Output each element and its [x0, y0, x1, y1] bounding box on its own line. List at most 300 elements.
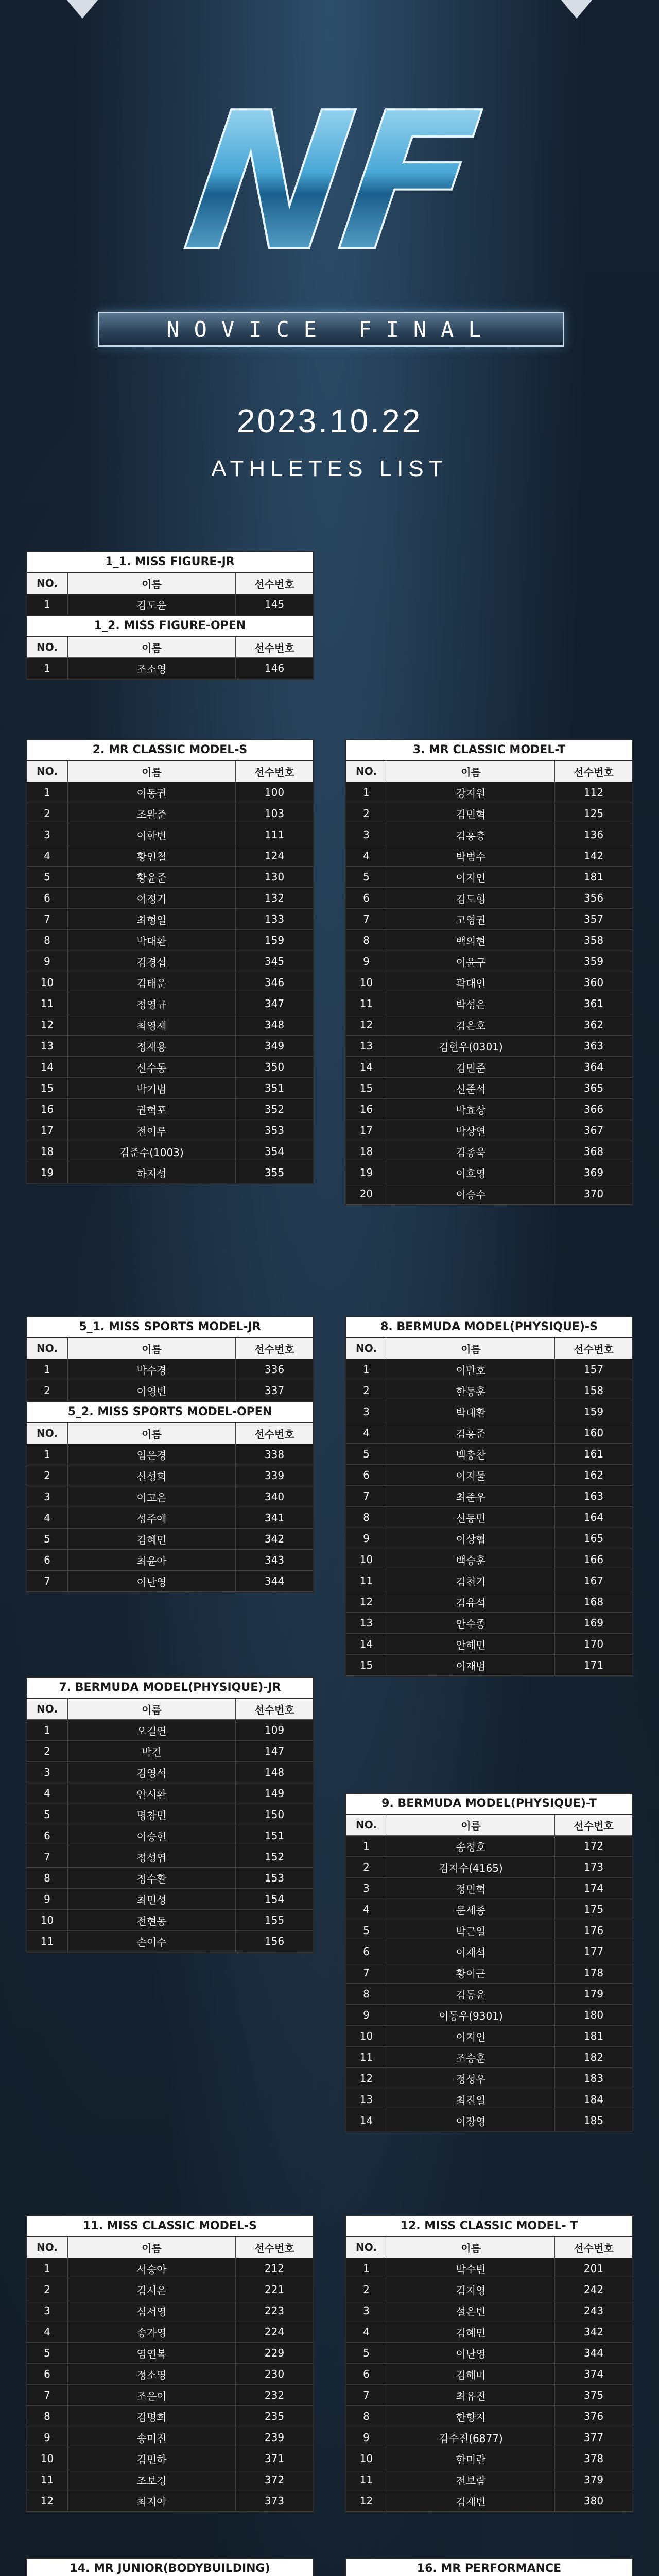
table-row [27, 2300, 313, 2321]
athlete-no: 1 [346, 2258, 387, 2279]
table-row [346, 1141, 632, 1162]
athlete-no: 13 [27, 1036, 68, 1056]
athlete-no: 1 [27, 1444, 68, 1465]
athlete-no: 8 [346, 1507, 387, 1528]
athlete-no: 12 [346, 1591, 387, 1612]
athlete-no: 12 [27, 2490, 68, 2511]
table-row [27, 845, 313, 867]
category-title: 12. MISS CLASSIC MODEL- T [346, 2216, 632, 2237]
column-header-name: 이름 [387, 761, 555, 782]
athlete-name: 손이수 [68, 1931, 236, 1952]
table-row [346, 1878, 632, 1899]
table-row [27, 909, 313, 930]
category-title: 2. MR CLASSIC MODEL-S [27, 740, 313, 761]
athlete-number: 242 [583, 2283, 604, 2296]
column-header-no: NO. [346, 2237, 387, 2258]
athlete-name: 김지영 [387, 2279, 555, 2300]
table-row [27, 824, 313, 845]
athlete-no: 4 [27, 2321, 68, 2342]
category-table [26, 739, 314, 1184]
athlete-no: 6 [346, 1465, 387, 1485]
column-header-number: 선수번호 [254, 641, 294, 654]
athlete-no: 18 [346, 1141, 387, 1162]
athlete-number: 354 [264, 1145, 285, 1158]
athlete-name: 이윤구 [387, 951, 555, 972]
athlete-no: 12 [346, 2068, 387, 2089]
athlete-name: 한동훈 [387, 1380, 555, 1401]
athlete-number: 168 [583, 1596, 604, 1608]
athlete-no: 11 [27, 1931, 68, 1952]
athlete-no: 5 [27, 867, 68, 887]
athlete-no: 2 [27, 1741, 68, 1761]
category-title: 11. MISS CLASSIC MODEL-S [27, 2216, 313, 2237]
athlete-name: 오길연 [68, 1720, 236, 1740]
athlete-name: 이한빈 [68, 824, 236, 845]
athlete-name: 권혁포 [68, 1099, 236, 1120]
athlete-number: 112 [583, 786, 604, 799]
athlete-name: 김민준 [387, 1057, 555, 1077]
athlete-no: 4 [27, 1507, 68, 1528]
athlete-no: 10 [346, 972, 387, 993]
athlete-no: 2 [27, 803, 68, 824]
table-row [346, 1465, 632, 1486]
table-row [346, 1857, 632, 1878]
athlete-name: 최유진 [387, 2385, 555, 2405]
athlete-name: 정소영 [68, 2364, 236, 2384]
athlete-no: 17 [346, 1120, 387, 1141]
category-title: 8. BERMUDA MODEL(PHYSIQUE)-S [346, 1317, 632, 1338]
athlete-name: 조소영 [68, 658, 236, 679]
athlete-name: 한미란 [387, 2448, 555, 2469]
athlete-name: 김태운 [68, 972, 236, 993]
athlete-name: 정영규 [68, 993, 236, 1014]
athlete-no: 19 [346, 1162, 387, 1183]
athlete-name: 이지둘 [387, 1465, 555, 1485]
column-header-no: NO. [27, 1423, 68, 1444]
athlete-no: 1 [346, 1836, 387, 1856]
athlete-name: 김유석 [387, 1591, 555, 1612]
athlete-name: 김혜민 [68, 1529, 236, 1549]
table-row [27, 888, 313, 909]
athlete-number: 361 [583, 997, 604, 1010]
category-title: 1_2. MISS FIGURE-OPEN [27, 615, 313, 637]
table-row [27, 2490, 313, 2512]
table-row [346, 1613, 632, 1634]
table-row [346, 1941, 632, 1962]
table-row [346, 2068, 632, 2089]
athlete-name: 김민하 [68, 2448, 236, 2469]
athlete-number: 336 [264, 1363, 285, 1376]
athlete-name: 최형일 [68, 909, 236, 929]
athlete-no: 14 [346, 2110, 387, 2131]
column-header-number: 선수번호 [254, 578, 294, 590]
table-row [346, 1078, 632, 1099]
table-header-row [346, 2237, 632, 2258]
column-header-number: 선수번호 [254, 1703, 294, 1716]
column-header-name: 이름 [387, 1815, 555, 1835]
athlete-number: 173 [583, 1861, 604, 1873]
athlete-number: 160 [583, 1427, 604, 1439]
athlete-no: 15 [27, 1078, 68, 1098]
athlete-number: 375 [583, 2389, 604, 2401]
athlete-number: 172 [583, 1840, 604, 1852]
athlete-number: 176 [583, 1924, 604, 1937]
table-row [27, 951, 313, 972]
table-row [346, 2026, 632, 2047]
athlete-no: 13 [346, 1613, 387, 1633]
athlete-no: 8 [27, 930, 68, 951]
table-row [27, 1486, 313, 1507]
athlete-name: 서승아 [68, 2258, 236, 2279]
table-row [346, 782, 632, 803]
column-header-name: 이름 [68, 1338, 236, 1359]
table-row [346, 1570, 632, 1591]
athlete-number: 183 [583, 2072, 604, 2084]
athlete-name: 이정기 [68, 888, 236, 908]
table-row [27, 1359, 313, 1380]
table-row [346, 1444, 632, 1465]
athlete-no: 3 [346, 1878, 387, 1899]
table-row [27, 1078, 313, 1099]
athlete-name: 이동권 [68, 782, 236, 803]
athlete-no: 11 [27, 2469, 68, 2490]
athlete-number: 340 [264, 1490, 285, 1503]
athlete-number: 351 [264, 1082, 285, 1094]
table-row [27, 2385, 313, 2406]
athlete-name: 김동윤 [387, 1984, 555, 2004]
athlete-number: 368 [583, 1145, 604, 1158]
athlete-number: 235 [264, 2410, 285, 2422]
athlete-number: 372 [264, 2473, 285, 2486]
athlete-number: 380 [583, 2495, 604, 2507]
athlete-no: 7 [27, 2385, 68, 2405]
athlete-number: 103 [264, 807, 285, 820]
athlete-number: 230 [264, 2368, 285, 2380]
athlete-number: 175 [583, 1903, 604, 1916]
table-row [27, 972, 313, 993]
athlete-no: 2 [27, 1465, 68, 1486]
category-title: 5_2. MISS SPORTS MODEL-OPEN [27, 1401, 313, 1423]
athlete-number: 132 [264, 892, 285, 904]
athlete-number: 179 [583, 1988, 604, 2000]
table-row [346, 1920, 632, 1941]
athlete-number: 343 [264, 1554, 285, 1566]
athlete-name: 김천기 [387, 1570, 555, 1591]
athlete-number: 150 [264, 1808, 285, 1821]
athlete-number: 348 [264, 1019, 285, 1031]
table-row [27, 1057, 313, 1078]
athlete-name: 이호영 [387, 1162, 555, 1183]
athlete-name: 곽대인 [387, 972, 555, 993]
table-row [346, 909, 632, 930]
athlete-name: 박기범 [68, 1078, 236, 1098]
athlete-name: 설은빈 [387, 2300, 555, 2321]
event-logo [88, 72, 571, 342]
athlete-no: 5 [27, 2343, 68, 2363]
table-header-row [27, 1338, 313, 1359]
table-row [27, 1444, 313, 1465]
table-row [346, 2005, 632, 2026]
athlete-name: 송미진 [68, 2427, 236, 2448]
table-row [346, 2469, 632, 2490]
athlete-name: 박수빈 [387, 2258, 555, 2279]
athlete-number: 124 [264, 850, 285, 862]
athlete-number: 153 [264, 1872, 285, 1884]
table-row [27, 1014, 313, 1036]
athlete-name: 김수진(6877) [387, 2427, 555, 2448]
athlete-number: 376 [583, 2410, 604, 2422]
athlete-number: 373 [264, 2495, 285, 2507]
athlete-name: 이고은 [68, 1486, 236, 1507]
athlete-no: 10 [27, 972, 68, 993]
athlete-name: 박대환 [387, 1401, 555, 1422]
athlete-name: 안수종 [387, 1613, 555, 1633]
athlete-no: 13 [346, 2089, 387, 2110]
athlete-number: 370 [583, 1188, 604, 1200]
athlete-name: 김혜민 [387, 2321, 555, 2342]
table-row [27, 1804, 313, 1825]
athlete-no: 11 [27, 993, 68, 1014]
athlete-no: 6 [27, 1550, 68, 1570]
athlete-name: 조승훈 [387, 2047, 555, 2067]
athlete-name: 박효상 [387, 1099, 555, 1120]
table-row [27, 867, 313, 888]
table-row [346, 867, 632, 888]
athlete-name: 고영권 [387, 909, 555, 929]
athlete-number: 339 [264, 1469, 285, 1482]
table-row [346, 2385, 632, 2406]
athlete-no: 10 [27, 2448, 68, 2469]
table-row [27, 1141, 313, 1162]
table-row [27, 803, 313, 824]
athlete-name: 이난영 [68, 1571, 236, 1591]
athlete-number: 145 [264, 598, 285, 611]
athlete-number: 360 [583, 976, 604, 989]
athlete-name: 정수환 [68, 1868, 236, 1888]
category-table [26, 1316, 314, 1593]
athlete-no: 8 [346, 2406, 387, 2427]
table-row [346, 2300, 632, 2321]
athlete-name: 송정호 [387, 1836, 555, 1856]
athlete-no: 10 [346, 1549, 387, 1570]
column-header-no: NO. [27, 1699, 68, 1719]
table-row [27, 1529, 313, 1550]
table-row [346, 1507, 632, 1528]
athlete-no: 10 [27, 1910, 68, 1930]
athlete-no: 8 [27, 1868, 68, 1888]
athlete-name: 김현우(0301) [387, 1036, 555, 1056]
table-row [346, 1655, 632, 1676]
athlete-number: 146 [264, 662, 285, 674]
column-header-number: 선수번호 [254, 2242, 294, 2255]
table-header-row [346, 761, 632, 782]
column-header-name: 이름 [68, 1699, 236, 1719]
athlete-no: 11 [346, 2469, 387, 2490]
athlete-number: 201 [583, 2262, 604, 2275]
table-row [27, 1099, 313, 1120]
athlete-no: 14 [346, 1634, 387, 1654]
column-header-no: NO. [27, 1338, 68, 1359]
table-row [346, 1899, 632, 1920]
category-table [345, 739, 633, 1206]
athlete-number: 338 [264, 1448, 285, 1461]
athlete-no: 12 [346, 2490, 387, 2511]
athlete-no: 9 [346, 2427, 387, 2448]
athlete-no: 6 [27, 1825, 68, 1846]
table-row [346, 1836, 632, 1857]
athlete-number: 185 [583, 2114, 604, 2127]
table-row [27, 1910, 313, 1931]
table-row [27, 1720, 313, 1741]
athlete-name: 김도형 [387, 888, 555, 908]
athlete-number: 164 [583, 1511, 604, 1523]
table-header-row [346, 1815, 632, 1836]
table-row [27, 993, 313, 1014]
column-header-no: NO. [27, 2237, 68, 2258]
athlete-no: 12 [27, 1014, 68, 1035]
column-header-number: 선수번호 [254, 1428, 294, 1440]
athlete-number: 364 [583, 1061, 604, 1073]
athlete-name: 정재용 [68, 1036, 236, 1056]
athlete-name: 신성희 [68, 1465, 236, 1486]
athlete-number: 357 [583, 913, 604, 925]
athlete-number: 171 [583, 1659, 604, 1671]
athlete-name: 한향지 [387, 2406, 555, 2427]
athlete-number: 162 [583, 1469, 604, 1481]
athlete-no: 14 [346, 1057, 387, 1077]
table-row [346, 951, 632, 972]
athlete-number: 342 [583, 2326, 604, 2338]
page-title: ATHLETES LIST [211, 456, 448, 481]
table-row [346, 972, 632, 993]
category-title: 7. BERMUDA MODEL(PHYSIQUE)-JR [27, 1678, 313, 1699]
athlete-number: 109 [264, 1724, 285, 1736]
column-header-number: 선수번호 [574, 2242, 614, 2255]
athlete-no: 5 [346, 2343, 387, 2363]
athlete-no: 9 [27, 2427, 68, 2448]
table-row [346, 2258, 632, 2279]
athlete-no: 5 [346, 867, 387, 887]
table-row [346, 1162, 632, 1183]
athlete-no: 7 [346, 1486, 387, 1506]
athlete-number: 345 [264, 955, 285, 968]
athlete-no: 1 [27, 1359, 68, 1380]
table-row [346, 1057, 632, 1078]
category-table [345, 2558, 633, 2576]
table-row [346, 888, 632, 909]
category-table [26, 1677, 314, 1953]
athlete-number: 166 [583, 1553, 604, 1566]
athlete-number: 111 [264, 828, 285, 841]
athlete-name: 심서영 [68, 2300, 236, 2321]
table-header-row [346, 1338, 632, 1359]
table-row [346, 1528, 632, 1549]
table-row [346, 2089, 632, 2110]
athlete-number: 355 [264, 1166, 285, 1179]
athlete-name: 안해민 [387, 1634, 555, 1654]
table-row [346, 2427, 632, 2448]
athlete-number: 178 [583, 1967, 604, 1979]
athlete-name: 김지수(4165) [387, 1857, 555, 1877]
table-header-row [27, 1423, 313, 1444]
table-row [346, 930, 632, 951]
athlete-number: 363 [583, 1040, 604, 1052]
athlete-name: 정민혁 [387, 1878, 555, 1899]
hero-header [0, 0, 659, 481]
athlete-number: 133 [264, 913, 285, 925]
athlete-number: 182 [583, 2051, 604, 2063]
athlete-name: 조은이 [68, 2385, 236, 2405]
category-title: 14. MR JUNIOR(BODYBUILDING) [27, 2559, 313, 2576]
athlete-name: 김은호 [387, 1014, 555, 1035]
table-row [346, 1359, 632, 1380]
athlete-number: 180 [583, 2009, 604, 2021]
athlete-number: 243 [583, 2304, 604, 2317]
athlete-no: 5 [27, 1529, 68, 1549]
athlete-name: 선수동 [68, 1057, 236, 1077]
athlete-no: 8 [346, 930, 387, 951]
athlete-name: 백승훈 [387, 1549, 555, 1570]
category-title: 1_1. MISS FIGURE-JR [27, 552, 313, 573]
athlete-number: 161 [583, 1448, 604, 1460]
athlete-no: 6 [346, 2364, 387, 2384]
athlete-name: 문세종 [387, 1899, 555, 1920]
athlete-number: 239 [264, 2431, 285, 2444]
athlete-no: 3 [27, 2300, 68, 2321]
table-row [27, 1162, 313, 1183]
athlete-no: 15 [346, 1078, 387, 1098]
column-header-name: 이름 [68, 761, 236, 782]
athlete-name: 김홍준 [387, 1422, 555, 1443]
athlete-number: 359 [583, 955, 604, 968]
athlete-no: 6 [27, 888, 68, 908]
athlete-number: 221 [264, 2283, 285, 2296]
table-row [346, 2110, 632, 2131]
athlete-number: 125 [583, 807, 604, 820]
table-row [27, 658, 313, 679]
table-row [346, 2406, 632, 2427]
athlete-name: 최민성 [68, 1889, 236, 1909]
athlete-name: 백의현 [387, 930, 555, 951]
athlete-no: 3 [346, 824, 387, 845]
athlete-no: 11 [346, 1570, 387, 1591]
category-table [345, 1793, 633, 2132]
column-header-name: 이름 [68, 637, 236, 657]
athlete-no: 10 [346, 2026, 387, 2046]
athlete-name: 염연복 [68, 2343, 236, 2363]
table-row [27, 1120, 313, 1141]
table-row [346, 993, 632, 1014]
athlete-number: 148 [264, 1766, 285, 1778]
athlete-name: 명창민 [68, 1804, 236, 1825]
table-row [346, 2047, 632, 2068]
table-row [346, 1380, 632, 1401]
table-row [346, 803, 632, 824]
athlete-name: 황이근 [387, 1962, 555, 1983]
athlete-no: 2 [346, 1857, 387, 1877]
athlete-name: 김종욱 [387, 1141, 555, 1162]
athlete-name: 이장영 [387, 2110, 555, 2131]
table-row [346, 2490, 632, 2512]
athlete-name: 이영빈 [68, 1380, 236, 1401]
arrow-decoration-icon [67, 0, 98, 19]
athlete-no: 19 [27, 1162, 68, 1183]
athlete-name: 이재석 [387, 1941, 555, 1962]
table-row [27, 1762, 313, 1783]
athlete-number: 378 [583, 2452, 604, 2465]
athlete-name: 박대환 [68, 930, 236, 951]
table-row [27, 1571, 313, 1592]
